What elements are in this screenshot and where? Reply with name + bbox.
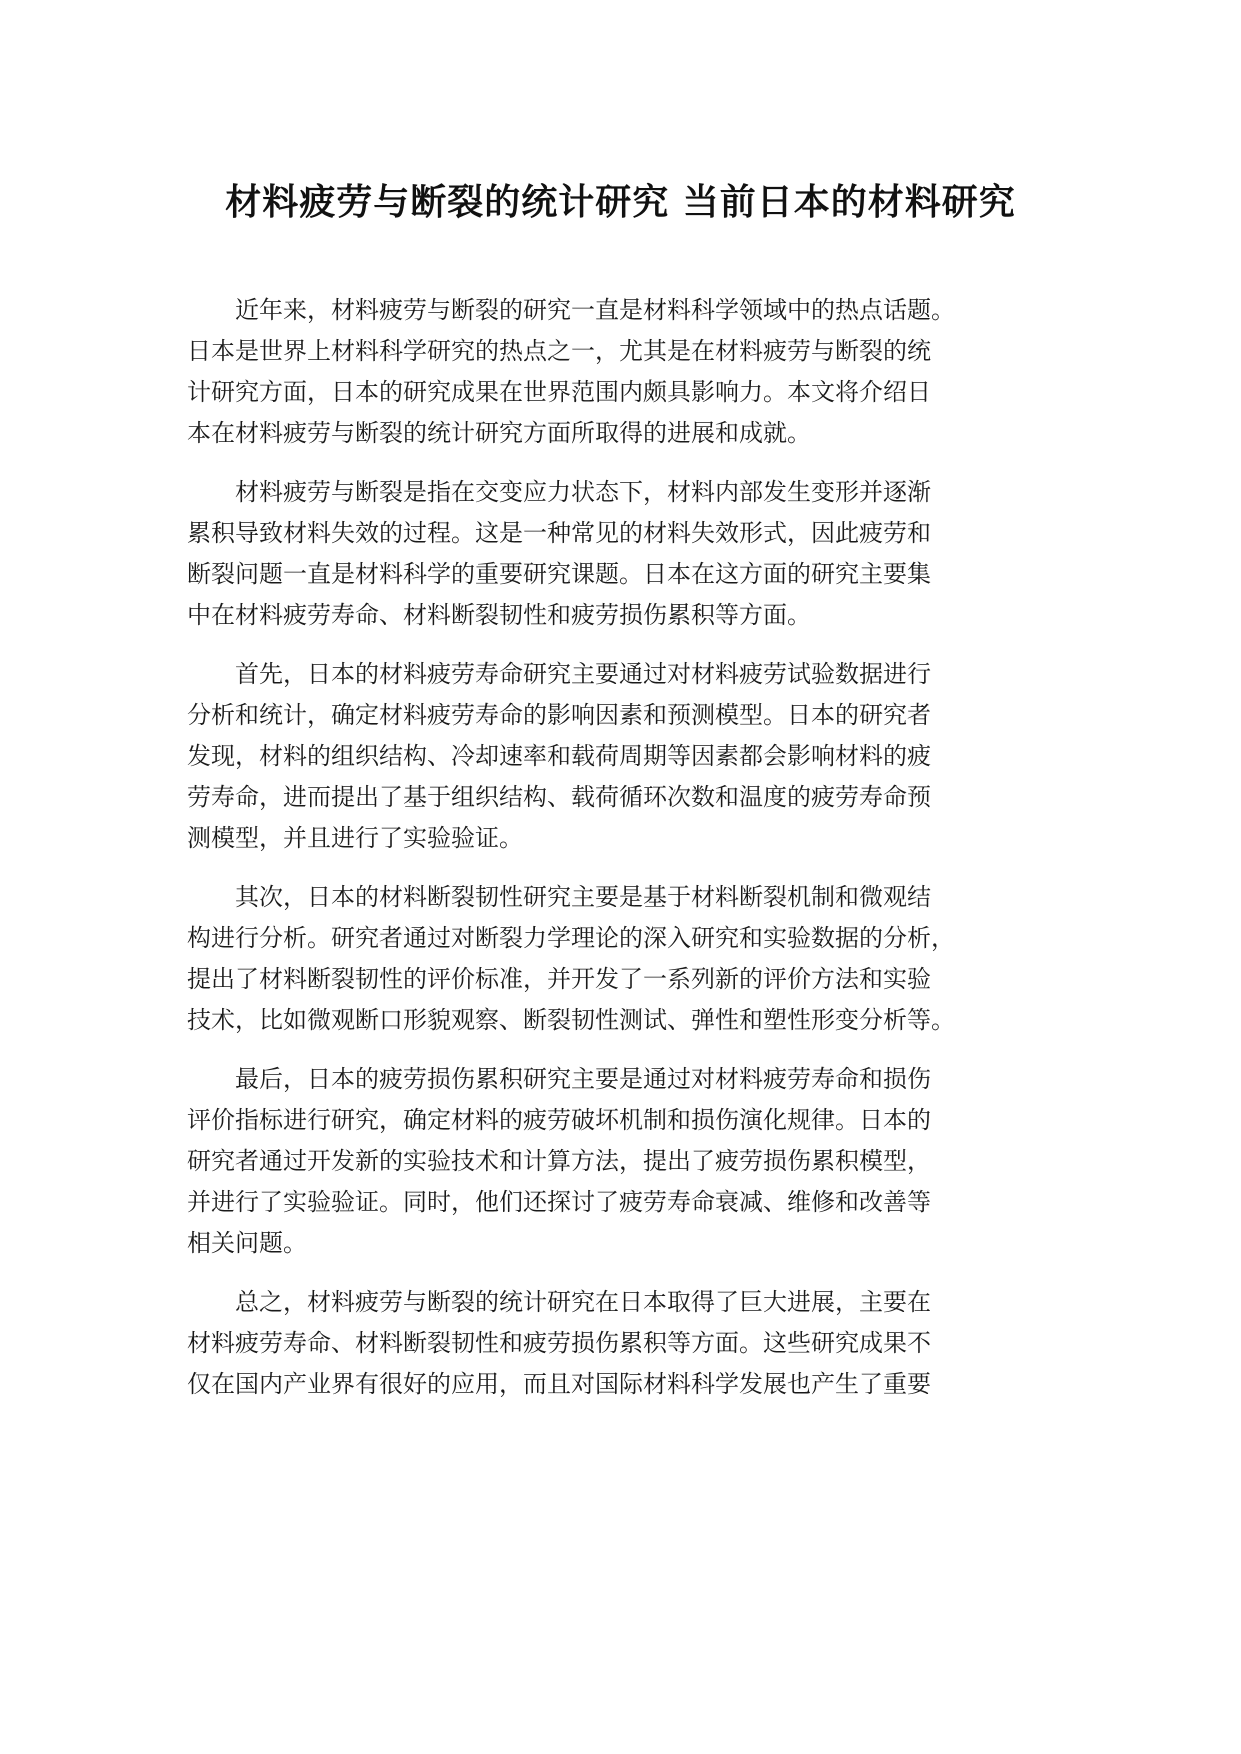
paragraph-line: 研究者通过开发新的实验技术和计算方法，提出了疲劳损伤累积模型， — [187, 1147, 931, 1175]
paragraph-3 — [187, 654, 1075, 859]
document-title: 材料疲劳与断裂的统计研究 当前日本的材料研究 — [225, 182, 1016, 223]
paragraph-6 — [187, 1282, 1075, 1405]
document-body — [187, 290, 1075, 1423]
paragraph-line: 断裂问题一直是材料科学的重要研究课题。日本在这方面的研究主要集 — [187, 560, 931, 588]
paragraph-line: 发现，材料的组织结构、冷却速率和载荷周期等因素都会影响材料的疲 — [187, 742, 931, 770]
paragraph-line: 累积导致材料失效的过程。这是一种常见的材料失效形式，因此疲劳和 — [187, 519, 931, 547]
paragraph-line: 最后，日本的疲劳损伤累积研究主要是通过对材料疲劳寿命和损伤 — [235, 1065, 931, 1093]
paragraph-line: 评价指标进行研究，确定材料的疲劳破坏机制和损伤演化规律。日本的 — [187, 1106, 931, 1134]
paragraph-line: 构进行分析。研究者通过对断裂力学理论的深入研究和实验数据的分析， — [187, 924, 955, 952]
paragraph-2 — [187, 472, 1075, 636]
paragraph-1 — [187, 290, 1075, 454]
paragraph-line: 总之，材料疲劳与断裂的统计研究在日本取得了巨大进展，主要在 — [235, 1288, 931, 1316]
paragraph-line: 材料疲劳与断裂是指在交变应力状态下，材料内部发生变形并逐渐 — [235, 478, 931, 506]
paragraph-line: 测模型，并且进行了实验验证。 — [187, 824, 523, 852]
paragraph-line: 劳寿命，进而提出了基于组织结构、载荷循环次数和温度的疲劳寿命预 — [187, 783, 931, 811]
paragraph-line: 首先，日本的材料疲劳寿命研究主要通过对材料疲劳试验数据进行 — [235, 660, 931, 688]
paragraph-line: 分析和统计，确定材料疲劳寿命的影响因素和预测模型。日本的研究者 — [187, 701, 931, 729]
paragraph-line: 中在材料疲劳寿命、材料断裂韧性和疲劳损伤累积等方面。 — [187, 601, 811, 629]
paragraph-line: 本在材料疲劳与断裂的统计研究方面所取得的进展和成就。 — [187, 419, 811, 447]
paragraph-line: 日本是世界上材料科学研究的热点之一，尤其是在材料疲劳与断裂的统 — [187, 337, 931, 365]
paragraph-line: 仅在国内产业界有很好的应用，而且对国际材料科学发展也产生了重要 — [187, 1370, 931, 1398]
paragraph-line: 材料疲劳寿命、材料断裂韧性和疲劳损伤累积等方面。这些研究成果不 — [187, 1329, 931, 1357]
paragraph-line: 相关问题。 — [187, 1229, 307, 1257]
paragraph-line: 计研究方面，日本的研究成果在世界范围内颇具影响力。本文将介绍日 — [187, 378, 931, 406]
paragraph-line: 技术，比如微观断口形貌观察、断裂韧性测试、弹性和塑性形变分析等。 — [187, 1006, 955, 1034]
paragraph-line: 提出了材料断裂韧性的评价标准，并开发了一系列新的评价方法和实验 — [187, 965, 931, 993]
paragraph-5 — [187, 1059, 1075, 1264]
paragraph-line: 并进行了实验验证。同时，他们还探讨了疲劳寿命衰减、维修和改善等 — [187, 1188, 931, 1216]
paragraph-line: 其次，日本的材料断裂韧性研究主要是基于材料断裂机制和微观结 — [235, 883, 931, 911]
paragraph-4 — [187, 877, 1075, 1041]
paragraph-line: 近年来，材料疲劳与断裂的研究一直是材料科学领域中的热点话题。 — [235, 296, 955, 324]
